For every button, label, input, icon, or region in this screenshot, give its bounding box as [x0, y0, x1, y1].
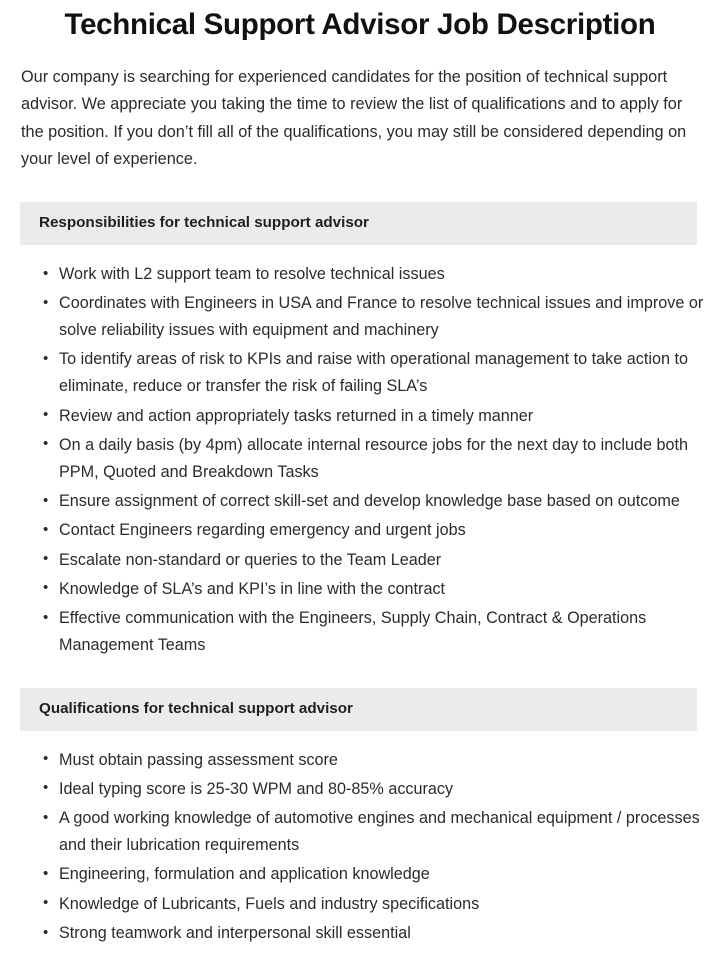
- list-item: • Strong teamwork and interpersonal skill essential: [43, 920, 706, 947]
- list-item: • Ensure assignment of correct skill-set and develop knowledge base based on outcome: [43, 488, 706, 515]
- list-item: • Must obtain passing assessment score: [43, 747, 706, 774]
- section-qualifications: [0, 688, 720, 947]
- list-item: • Work with L2 support team to resolve technical issues: [43, 261, 706, 288]
- list-item: • Escalate non-standard or queries to the Team Leader: [43, 547, 706, 574]
- intro-paragraph: Our company is searching for experienced candidates for the position of technical support advisor. We appreciate you taking the time to review the list of qualifications and to apply for the position. If you don’t fill all of the qualifications, you may still be considered depending on your level of experience.: [21, 67, 687, 168]
- list-item: • A good working knowledge of automotive engines and mechanical equipment / processes and their lubrication requirements: [43, 805, 706, 859]
- page-bottom-spacer: [0, 949, 720, 979]
- list-item: • Ideal typing score is 25-30 WPM and 80-85% accuracy: [43, 776, 706, 803]
- list-item: • Coordinates with Engineers in USA and France to resolve technical issues and improve or solve reliability issues with equipment and machinery: [43, 290, 706, 344]
- section-heading-qualifications: Qualifications for technical support advisor: [20, 688, 697, 731]
- list-item: • Knowledge of SLA’s and KPI’s in line with the contract: [43, 576, 706, 603]
- list-item: • Knowledge of Lubricants, Fuels and industry specifications: [43, 891, 706, 918]
- list-item: • Contact Engineers regarding emergency and urgent jobs: [43, 517, 706, 544]
- section-heading-responsibilities: Responsibilities for technical support advisor: [20, 202, 697, 245]
- responsibilities-list: [0, 245, 720, 659]
- section-responsibilities: [0, 202, 720, 659]
- list-item: • On a daily basis (by 4pm) allocate internal resource jobs for the next day to include both PPM, Quoted and Breakdown Tasks: [43, 432, 706, 486]
- page-title: Technical Support Advisor Job Description: [64, 8, 656, 41]
- list-item: • Review and action appropriately tasks returned in a timely manner: [43, 403, 706, 430]
- qualifications-list: [0, 731, 720, 947]
- list-item: • Effective communication with the Engineers, Supply Chain, Contract & Operations Management Teams: [43, 605, 706, 659]
- list-item: • Engineering, formulation and application knowledge: [43, 861, 706, 888]
- list-item: • To identify areas of risk to KPIs and raise with operational management to take action to eliminate, reduce or transfer the risk of failing SLA’s: [43, 346, 706, 400]
